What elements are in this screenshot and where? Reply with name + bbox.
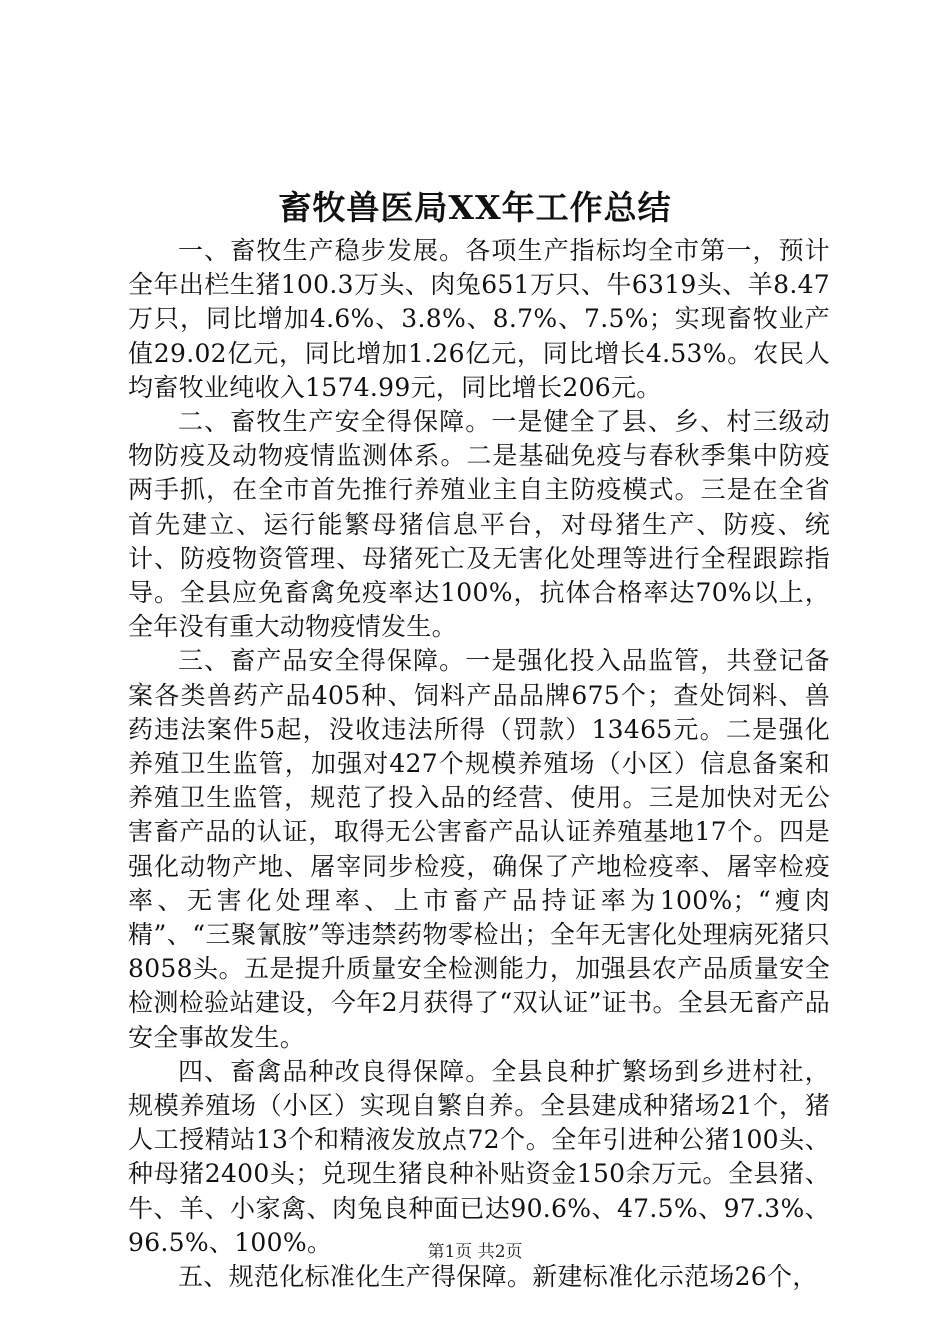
page-footer: 第1页 共2页 — [427, 1242, 523, 1262]
paragraph-3: 三、畜产品安全得保障。一是强化投入品监管，共登记备案各类兽药产品405种、饲料产品品牌675个；查处饲料、兽药违法案件5起，没收违法所得（罚款）13465元。二是强化养殖卫生监管，加强对427个规模养殖场（小区）信息备案和养殖卫生监管，规范了投入品的经营、使用。三是加快对无公害畜产品的认证，取得无公害畜产品认证养殖基地17个。四是强化动物产地、屠宰同步检疫，确保了产地检疫率、屠宰检疫率、无害化处理率、上市畜产品持证率为100%；“瘦肉精”、“三聚氰胺”等违禁药物零检出；全年无害化处理病死猪只8058头。五是提升质量安全检测能力，加强县农产品质量安全检测检验站建设，今年2月获得了“双认证”证书。全县无畜产品安全事故发生。 — [128, 646, 830, 1052]
paragraph-5: 五、规范化标准化生产得保障。新建标准化示范场26个， — [178, 1262, 818, 1292]
paragraph-4: 四、畜禽品种改良得保障。全县良种扩繁场到乡进村社，规模养殖场（小区）实现自繁自养。全县建成种猪场21个，猪人工授精站13个和精液发放点72个。全年引进种公猪100头、种母猪2400头；兑现生猪良种补贴资金150余万元。全县猪、牛、羊、小家禽、肉兔良种面已达90.6%、47.5%、97.3%、96.5%、100%。 — [128, 1056, 830, 1257]
paragraph-2: 二、畜牧生产安全得保障。一是健全了县、乡、村三级动物防疫及动物疫情监测体系。二是基础免疫与春秋季集中防疫两手抓，在全市首先推行养殖业主自主防疫模式。三是在全省首先建立、运行能繁母猪信息平台，对母猪生产、防疫、统计、防疫物资管理、母猪死亡及无害化处理等进行全程跟踪指导。全县应免畜禽免疫率达100%，抗体合格率达70%以上，全年没有重大动物疫情发生。 — [128, 407, 830, 642]
paragraph-1: 一、畜牧生产稳步发展。各项生产指标均全市第一，预计全年出栏生猪100.3万头、肉兔651万只、牛6319头、羊8.47万只，同比增加4.6%、3.8%、8.7%、7.5%；实现畜牧业产值29.02亿元，同比增加1.26亿元，同比增长4.53%。农民人均畜牧业纯收入1574.99元，同比增长206元。 — [128, 236, 830, 402]
document-title: 畜牧兽医局XX年工作总结 — [278, 188, 672, 227]
document-body — [128, 234, 830, 1294]
